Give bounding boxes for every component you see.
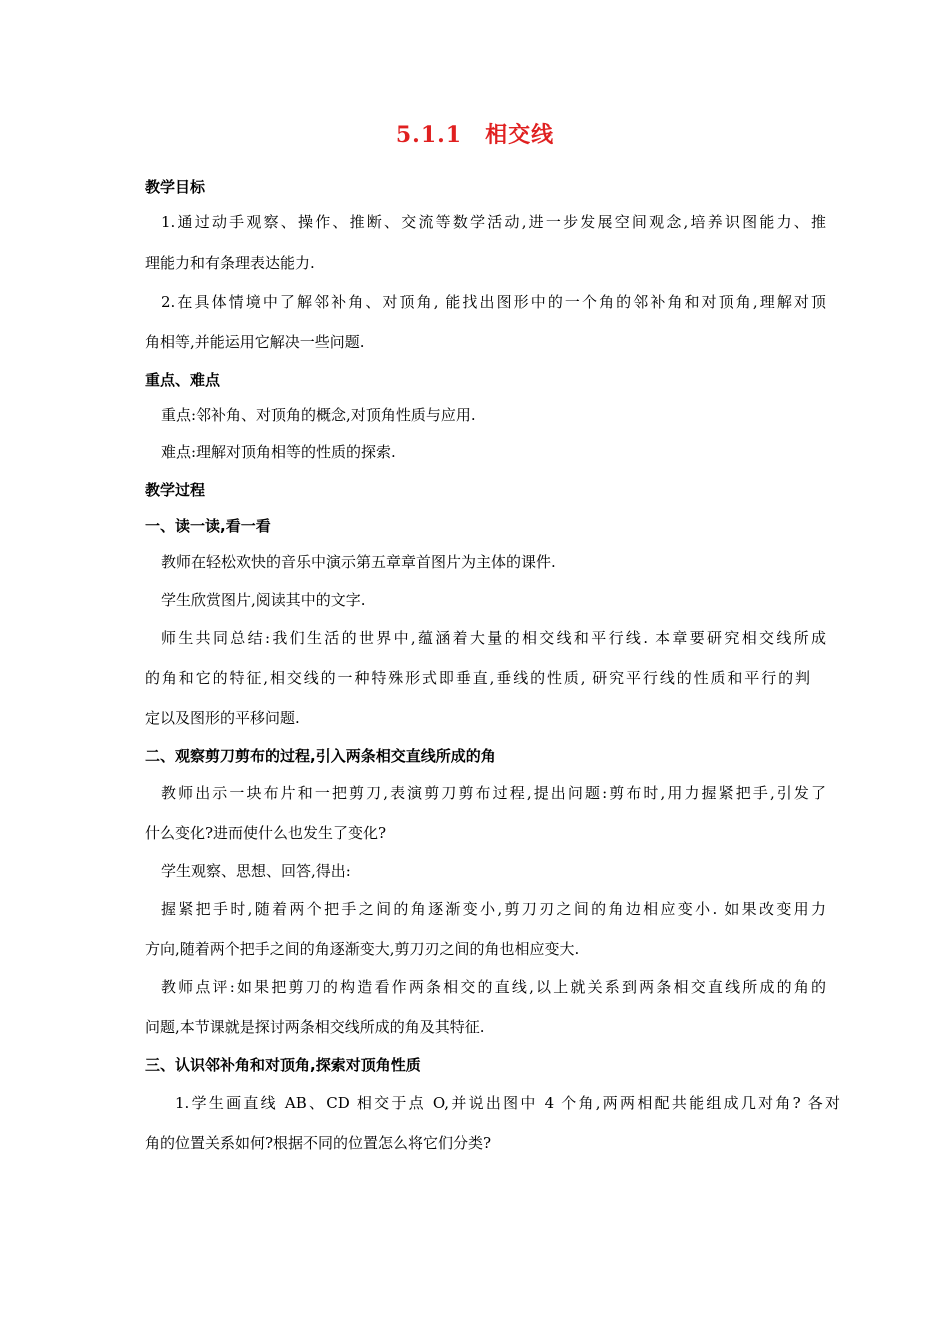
- part-3-heading: 三、认识邻补角和对顶角,探索对顶角性质: [145, 1056, 421, 1074]
- part-2-paragraph-2: 学生观察、思想、回答,得出:: [161, 862, 351, 880]
- part-2-heading: 二、观察剪刀剪布的过程,引入两条相交直线所成的角: [145, 747, 496, 765]
- page-title: 5.1.1 相交线: [395, 122, 555, 148]
- key-points-heading: 重点、难点: [145, 371, 221, 389]
- part-1-paragraph-3-line-3: 定以及图形的平移问题.: [145, 709, 300, 727]
- goal-1-line-2: 理能力和有条理表达能力.: [145, 254, 315, 272]
- goal-2-line-1: 2.在具体情境中了解邻补角、对顶角, 能找出图形中的一个角的邻补角和对顶角,理解对顶: [161, 293, 826, 311]
- part-2-paragraph-3-line-1: 握紧把手时,随着两个把手之间的角逐渐变小,剪刀刃之间的角边相应变小. 如果改变用力: [161, 900, 826, 918]
- part-3-paragraph-1-line-1: 1.学生画直线 AB、CD 相交于点 O,并说出图中 4 个角,两两相配共能组成几对角? 各对: [175, 1094, 840, 1112]
- part-1-paragraph-2: 学生欣赏图片,阅读其中的文字.: [161, 591, 366, 609]
- part-2-paragraph-4-line-2: 问题,本节课就是探讨两条相交线所成的角及其特征.: [145, 1018, 485, 1036]
- part-2-paragraph-3-line-2: 方向,随着两个把手之间的角逐渐变大,剪刀刃之间的角也相应变大.: [145, 940, 580, 958]
- part-1-paragraph-3-line-2: 的角和它的特征,相交线的一种特殊形式即垂直,垂线的性质, 研究平行线的性质和平行的判: [145, 669, 810, 687]
- goal-2-line-2: 角相等,并能运用它解决一些问题.: [145, 333, 365, 351]
- part-2-paragraph-1-line-2: 什么变化?进而使什么也发生了变化?: [145, 824, 387, 842]
- part-1-paragraph-1: 教师在轻松欢快的音乐中演示第五章章首图片为主体的课件.: [161, 553, 556, 571]
- part-2-paragraph-4-line-1: 教师点评:如果把剪刀的构造看作两条相交的直线,以上就关系到两条相交直线所成的角的: [161, 978, 826, 996]
- goals-heading: 教学目标: [145, 178, 206, 196]
- process-heading: 教学过程: [145, 481, 206, 499]
- part-3-paragraph-1-line-2: 角的位置关系如何?根据不同的位置怎么将它们分类?: [145, 1134, 492, 1152]
- key-point-text: 重点:邻补角、对顶角的概念,对顶角性质与应用.: [161, 406, 476, 424]
- part-1-heading: 一、读一读,看一看: [145, 517, 271, 535]
- part-1-paragraph-3-line-1: 师生共同总结:我们生活的世界中,蕴涵着大量的相交线和平行线. 本章要研究相交线所成: [161, 629, 826, 647]
- difficult-point-text: 难点:理解对顶角相等的性质的探索.: [161, 443, 396, 461]
- part-2-paragraph-1-line-1: 教师出示一块布片和一把剪刀,表演剪刀剪布过程,提出问题:剪布时,用力握紧把手,引发了: [161, 784, 826, 802]
- goal-1-line-1: 1.通过动手观察、操作、推断、交流等数学活动,进一步发展空间观念,培养识图能力、推: [161, 213, 826, 231]
